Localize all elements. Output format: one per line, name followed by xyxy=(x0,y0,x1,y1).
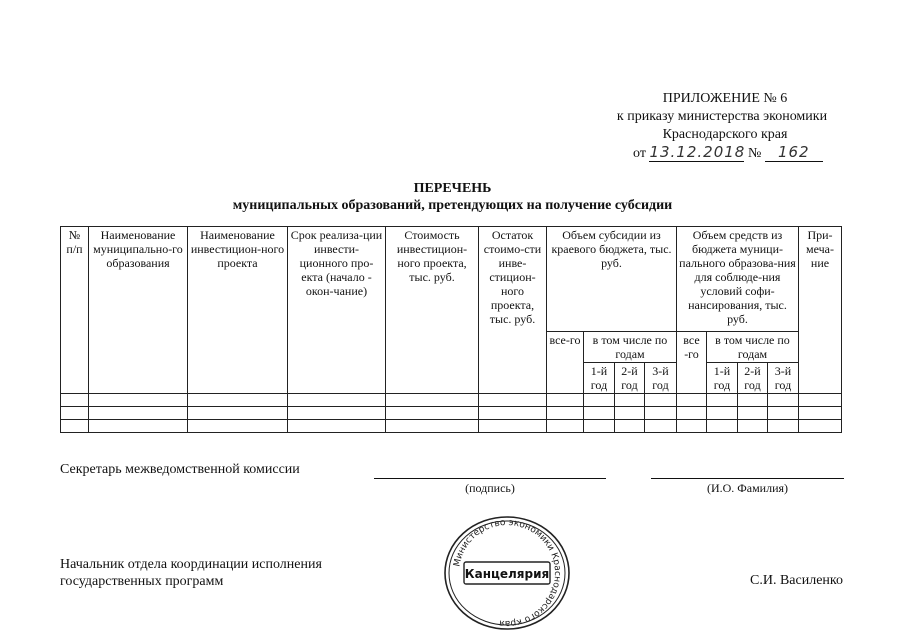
head-name: С.И. Василенко xyxy=(750,573,843,588)
header-local-total: все -го xyxy=(677,332,707,394)
name-line xyxy=(651,478,844,479)
appendix-title: ПРИЛОЖЕНИЕ № 6 xyxy=(662,91,788,106)
table-row xyxy=(61,420,842,433)
header-regional-by-years: в том числе по годам xyxy=(584,332,677,363)
name-caption: (И.О. Фамилия) xyxy=(706,481,789,495)
header-regional-total: все-го xyxy=(547,332,584,394)
header-note: При-меча-ние xyxy=(799,227,842,394)
header-municipality: Наименование муниципально-го образования xyxy=(89,227,188,394)
order-reference: к приказу министерства экономики xyxy=(616,109,828,124)
document-title xyxy=(0,180,905,214)
header-local-by-years: в том числе по годам xyxy=(707,332,799,363)
head-position xyxy=(60,556,322,590)
header-regional-year3: 3-й год xyxy=(645,363,677,394)
date-prefix: от xyxy=(633,146,646,161)
secretary-label: Секретарь межведомственной комиссии xyxy=(60,462,300,477)
header-balance: Остаток стоимо-сти инве-стицион-ного проекта, тыс. руб. xyxy=(479,227,547,394)
header-term: Срок реализа-ции инвести-ционного про-екта (начало - окон-чание) xyxy=(288,227,386,394)
stamp-center-text: Канцелярия xyxy=(464,567,550,581)
header-regional-year2: 2-й год xyxy=(615,363,645,394)
header-project: Наименование инвестицион-ного проекта xyxy=(188,227,288,394)
header-cost: Стоимость инвестицион-ного проекта, тыс. руб. xyxy=(386,227,479,394)
order-number: 162 xyxy=(765,143,823,162)
signature-caption: (подпись) xyxy=(465,481,515,495)
number-prefix: № xyxy=(747,146,762,161)
head-position-line1: Начальник отдела координации исполнения xyxy=(60,557,322,572)
head-position-line2: государственных программ xyxy=(60,574,224,589)
header-local-funds: Объем средств из бюджета муници-пального образова-ния для соблюде-ния условий софи-нансирования, тыс. руб. xyxy=(677,227,799,332)
order-region: Краснодарского края xyxy=(662,127,788,142)
order-date: 13.12.2018 xyxy=(649,143,746,161)
header-local-year2: 2-й год xyxy=(738,363,768,394)
title-sub: муниципальных образований, претендующих на получение субсидии xyxy=(232,198,673,213)
header-local-year1: 1-й год xyxy=(707,363,738,394)
table-row xyxy=(61,394,842,407)
subsidy-table xyxy=(60,226,842,433)
signature-line xyxy=(374,478,606,479)
title-main: ПЕРЕЧЕНЬ xyxy=(413,181,492,196)
header-local-year3: 3-й год xyxy=(768,363,799,394)
header-regional-year1: 1-й год xyxy=(584,363,615,394)
table-row xyxy=(61,407,842,420)
header-num: № п/п xyxy=(61,227,89,394)
order-date-row xyxy=(633,143,823,162)
office-stamp xyxy=(442,515,572,633)
stamp-ring-text: Министерство экономики Краснодарского края xyxy=(452,517,563,629)
header-regional-subsidy: Объем субсидии из краевого бюджета, тыс. руб. xyxy=(547,227,677,332)
